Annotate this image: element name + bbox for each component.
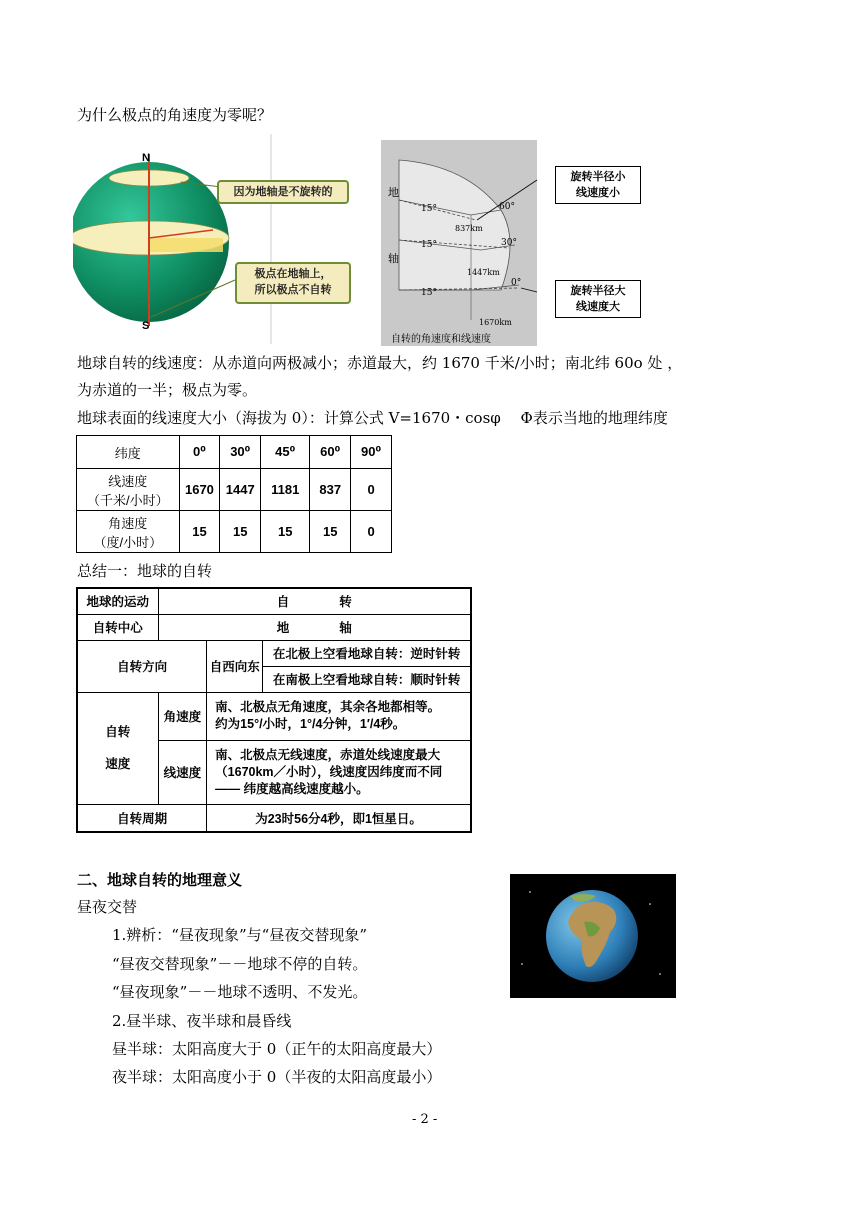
axis-label-zhou: 轴 <box>388 252 399 265</box>
callout-line-1: 极点在地轴上， <box>254 268 332 280</box>
table-cell: 1670 <box>179 469 220 511</box>
table-cell: 1181 <box>261 469 310 511</box>
header-cell: 0⁰ <box>179 436 220 469</box>
north-pole-label: N <box>142 152 150 164</box>
rotation-summary-table <box>76 587 472 833</box>
cell-line: —— 纬度越高线速度越小。 <box>215 781 369 796</box>
header-cell: 90⁰ <box>351 436 392 469</box>
table-row <box>77 614 471 640</box>
table-cell: 1447 <box>220 469 261 511</box>
question-heading: 为什么极点的角速度为零呢？ <box>77 106 273 124</box>
section2-title: 二、地球自转的地理意义 <box>77 871 243 889</box>
table-cell <box>207 740 471 804</box>
table-row <box>77 804 471 832</box>
angle-15-b: 15° <box>421 240 437 250</box>
table-cell: 在北极上空看地球自转：逆时针转 <box>263 640 471 666</box>
label-small-radius-line2: 线速度小 <box>576 186 620 199</box>
formula-paragraph: 地球表面的线速度大小（海拔为 0）：计算公式 V=1670・cosφ Φ表示当地的地理纬度 <box>77 409 668 427</box>
section2-subtitle: 昼夜交替 <box>77 898 138 916</box>
cell-line: 南、北极点无角速度，其余各地都相等。 <box>215 700 441 714</box>
table-cell: 0 <box>351 469 392 511</box>
section2-paragraph: 昼半球：太阳高度大于 0（正午的太阳高度最大） <box>112 1040 442 1058</box>
latitude-60: 60° <box>499 202 515 212</box>
label-line2: 速度 <box>105 757 131 771</box>
label-large-radius-line2: 线速度大 <box>576 300 620 313</box>
header-cell: 60⁰ <box>310 436 351 469</box>
callout-line-2: 所以极点不自转 <box>254 284 332 296</box>
diagram-caption: 自转的角速度和线速度 <box>391 334 491 345</box>
table-cell: 837 <box>310 469 351 511</box>
table-cell: 15 <box>310 511 351 553</box>
table-cell <box>207 692 471 740</box>
header-latitude: 纬度 <box>77 436 180 469</box>
latitude-30: 30° <box>501 238 517 248</box>
speed-837: 837km <box>455 224 483 233</box>
angle-15-c: 15° <box>421 288 437 298</box>
row-label-line1: 角速度 <box>108 515 148 531</box>
table-cell: 角速度 <box>158 692 207 740</box>
south-pole-label: S <box>142 320 150 332</box>
table-cell: 自西向东 <box>207 640 263 692</box>
table-cell: 自 转 <box>158 588 471 614</box>
table-row <box>77 436 392 469</box>
summary-title: 总结一：地球的自转 <box>77 562 213 580</box>
label-large-radius-line1: 旋转半径大 <box>570 284 626 297</box>
table-cell: 在南极上空看地球自转：顺时针转 <box>263 666 471 692</box>
earth-globe-picture <box>510 874 676 998</box>
table-cell: 15 <box>220 511 261 553</box>
page-number: - 2 - <box>412 1112 438 1127</box>
table-cell: 自转周期 <box>77 804 207 832</box>
row-label-angular-speed <box>77 511 180 553</box>
row-label-line2: （度/小时） <box>93 534 163 550</box>
callout-axis-not-rotating: 因为地轴是不旋转的 <box>217 180 349 204</box>
table-row <box>77 469 392 511</box>
label-large-radius <box>555 280 641 318</box>
cell-line: 南、北极点无线速度，赤道处线速度最大 <box>215 747 441 762</box>
angle-15-a: 15° <box>421 204 437 214</box>
cell-line: 约为15°/小时，1°/4分钟，1′/4秒。 <box>215 717 406 731</box>
table-cell: 线速度 <box>158 740 207 804</box>
callout-pole-not-rotating <box>235 262 351 304</box>
row-label-line2: （千米/小时） <box>86 492 169 508</box>
table-cell: 为23时56分4秒，即1恒星日。 <box>207 804 471 832</box>
cell-line: （1670km／小时），线速度因纬度而不同 <box>215 764 443 779</box>
header-cell: 30⁰ <box>220 436 261 469</box>
table-cell <box>77 692 158 804</box>
table-cell: 地球的运动 <box>77 588 158 614</box>
speed-1670: 1670km <box>479 318 512 327</box>
section2-paragraph: “昼夜现象”－－地球不透明、不发光。 <box>112 983 368 1001</box>
section2-paragraph: 夜半球：太阳高度小于 0（半夜的太阳高度最小） <box>112 1068 442 1086</box>
label-small-radius <box>555 166 641 204</box>
table-row <box>77 640 471 666</box>
latitude-0: 0° <box>511 278 522 288</box>
label-line1: 自转 <box>105 725 131 739</box>
table-row <box>77 692 471 740</box>
table-cell: 自转中心 <box>77 614 158 640</box>
linear-speed-paragraph-line2: 为赤道的一半；极点为零。 <box>77 381 258 399</box>
section2-paragraph: 1.辨析：“昼夜现象”与“昼夜交替现象” <box>112 926 367 944</box>
axis-label-di: 地 <box>388 186 399 199</box>
table-row <box>77 588 471 614</box>
row-label-linear-speed <box>77 469 180 511</box>
table-cell: 15 <box>179 511 220 553</box>
label-small-radius-line1: 旋转半径小 <box>570 170 626 183</box>
speed-1447: 1447km <box>467 268 500 277</box>
linear-speed-paragraph-line1: 地球自转的线速度：从赤道向两极减小；赤道最大，约 1670 千米/小时；南北纬 60o 处 ， <box>77 354 683 372</box>
row-label-line1: 线速度 <box>108 473 148 489</box>
latitude-speed-table <box>76 435 392 553</box>
earth-image <box>510 874 676 998</box>
rotating-globe-illustration <box>73 134 355 344</box>
header-cell: 45⁰ <box>261 436 310 469</box>
globe-figure <box>73 134 355 344</box>
section2-paragraph: “昼夜交替现象”－－地球不停的自转。 <box>112 955 368 973</box>
table-cell: 地 轴 <box>158 614 471 640</box>
section2-paragraph: 2.昼半球、夜半球和晨昏线 <box>112 1012 292 1030</box>
table-cell: 15 <box>261 511 310 553</box>
velocity-diagram <box>381 140 643 346</box>
table-cell: 0 <box>351 511 392 553</box>
table-cell: 自转方向 <box>77 640 207 692</box>
table-row <box>77 511 392 553</box>
